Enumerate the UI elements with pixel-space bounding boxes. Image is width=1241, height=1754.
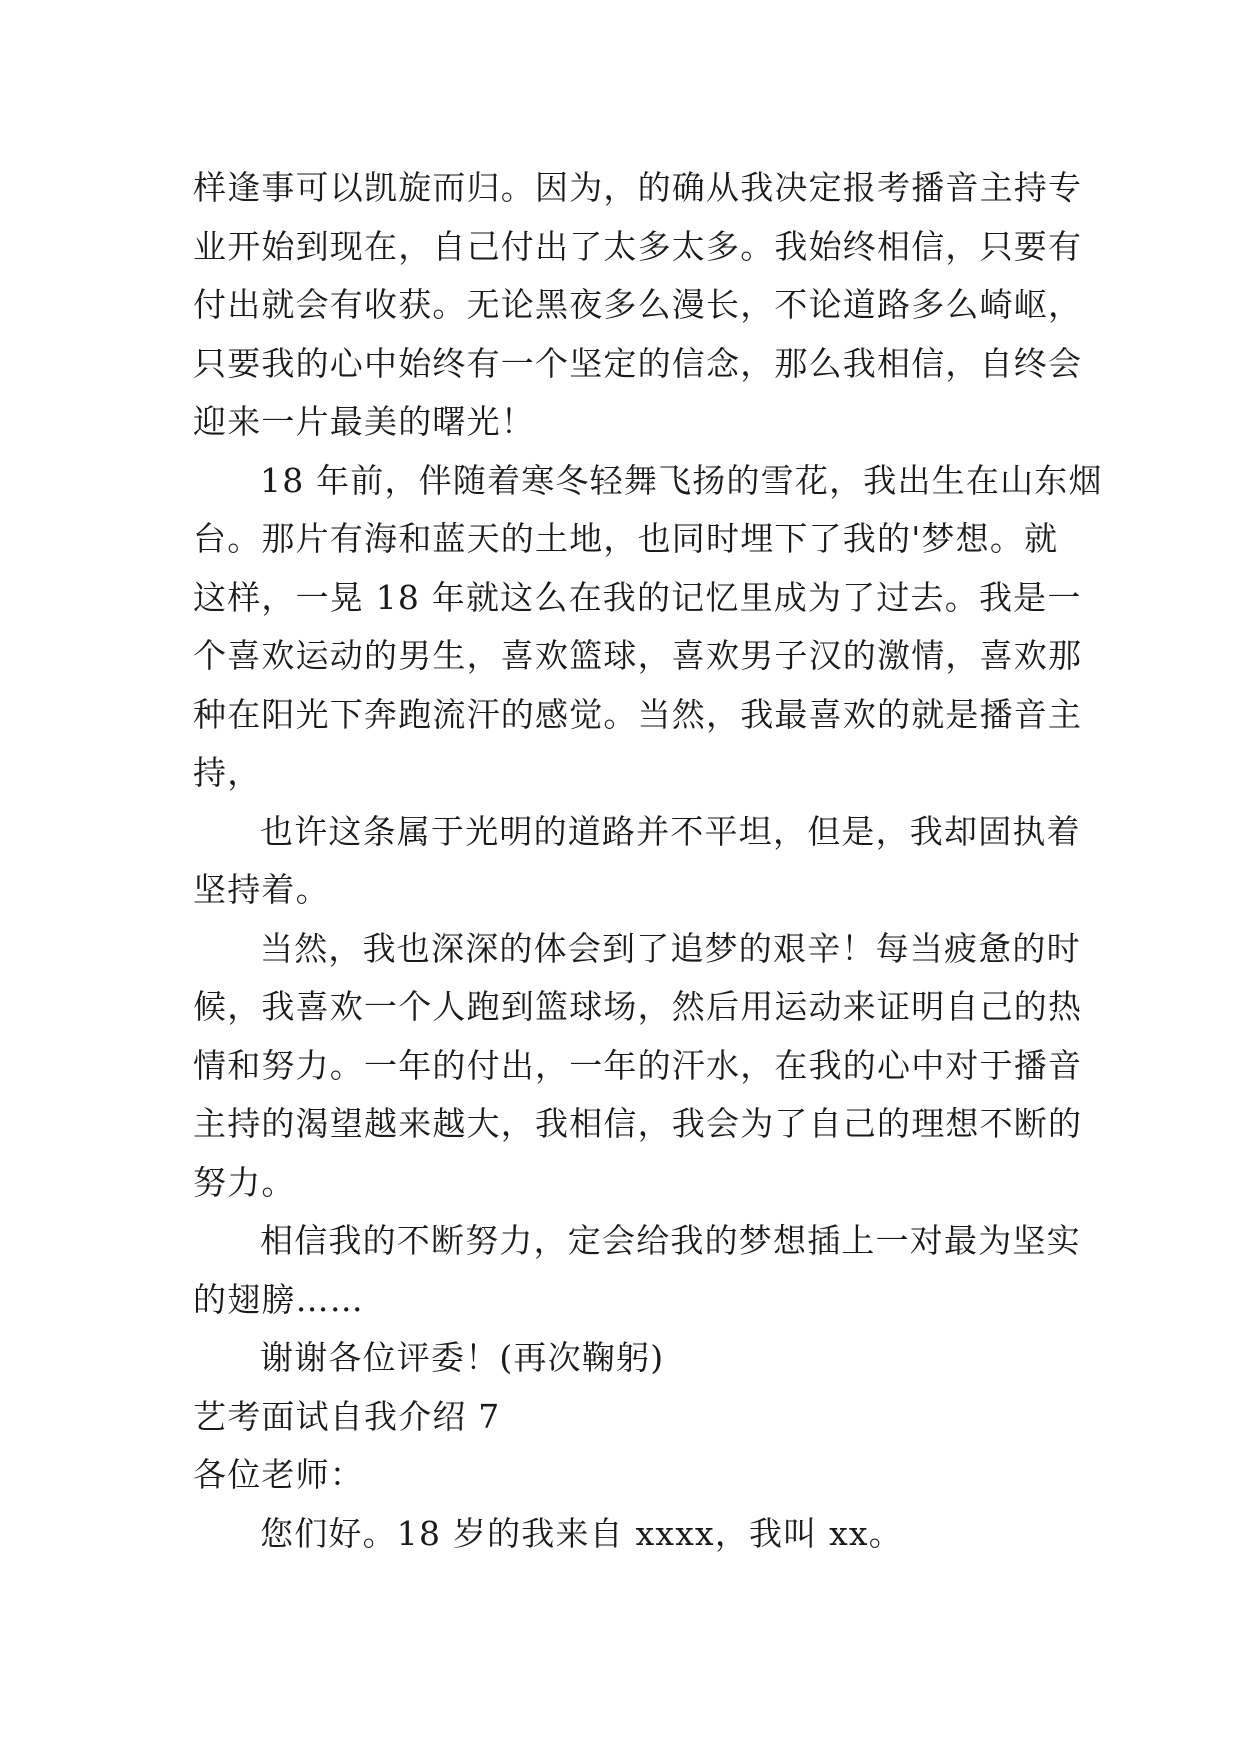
paragraph-6 bbox=[193, 1329, 1063, 1388]
text-line: 相信我的不断努力，定会给我的梦想插上一对最为坚实 bbox=[260, 1221, 1081, 1260]
document-body bbox=[193, 159, 1103, 1563]
heading-line: 艺考面试自我介绍 7 bbox=[193, 1396, 501, 1436]
text-line: 付出就会有收获。无论黑夜多么漫长，不论道路多么崎岖， bbox=[193, 285, 1083, 324]
text-line: 的翅膀…… bbox=[193, 1279, 364, 1319]
paragraph-1 bbox=[193, 159, 1083, 452]
text-line: 只要我的心中始终有一个坚定的信念，那么我相信，自终会 bbox=[193, 343, 1083, 383]
text-line: 样逢事可以凯旋而归。因为，的确从我决定报考播音主持专 bbox=[193, 168, 1083, 207]
text-line: 主持的渴望越来越大，我相信，我会为了自己的理想不断的 bbox=[193, 1104, 1083, 1143]
paragraph-9 bbox=[193, 1505, 1063, 1564]
text-line: 谢谢各位评委！(再次鞠躬) bbox=[260, 1338, 665, 1377]
text-line: 台。那片有海和蓝天的土地，也同时埋下了我的'梦想。就 bbox=[193, 519, 1059, 558]
text-line: 也许这条属于光明的道路并不平坦，但是，我却固执着 bbox=[260, 811, 1081, 851]
text-line: 18 年前，伴随着寒冬轻舞飞扬的雪花，我出生在山东烟 bbox=[260, 460, 1103, 500]
paragraph-4 bbox=[193, 920, 1083, 1213]
text-line: 持， bbox=[193, 753, 262, 792]
salutation bbox=[193, 1446, 1063, 1505]
text-line: 努力。 bbox=[193, 1162, 296, 1202]
text-line: 候，我喜欢一个人跑到篮球场，然后用运动来证明自己的热 bbox=[193, 987, 1083, 1026]
text-line: 您们好。18 岁的我来自 xxxx，我叫 xx。 bbox=[260, 1513, 903, 1553]
text-line: 迎来一片最美的曙光！ bbox=[193, 402, 535, 441]
text-line: 情和努力。一年的付出，一年的汗水，在我的心中对于播音 bbox=[193, 1045, 1083, 1085]
text-line: 这样，一晃 18 年就这么在我的记忆里成为了过去。我是一 bbox=[193, 577, 1082, 617]
paragraph-5 bbox=[193, 1212, 1081, 1329]
text-line: 种在阳光下奔跑流汗的感觉。当然，我最喜欢的就是播音主 bbox=[193, 694, 1083, 734]
paragraph-3 bbox=[193, 803, 1081, 920]
text-line: 业开始到现在，自己付出了太多太多。我始终相信，只要有 bbox=[193, 226, 1083, 266]
text-line: 当然，我也深深的体会到了追梦的艰辛！每当疲惫的时 bbox=[260, 928, 1081, 968]
text-line: 坚持着。 bbox=[193, 870, 330, 909]
text-line: 各位老师： bbox=[193, 1455, 364, 1494]
section-heading bbox=[193, 1388, 1063, 1447]
paragraph-2 bbox=[193, 452, 1103, 803]
text-line: 个喜欢运动的男生，喜欢篮球，喜欢男子汉的激情，喜欢那 bbox=[193, 636, 1083, 675]
